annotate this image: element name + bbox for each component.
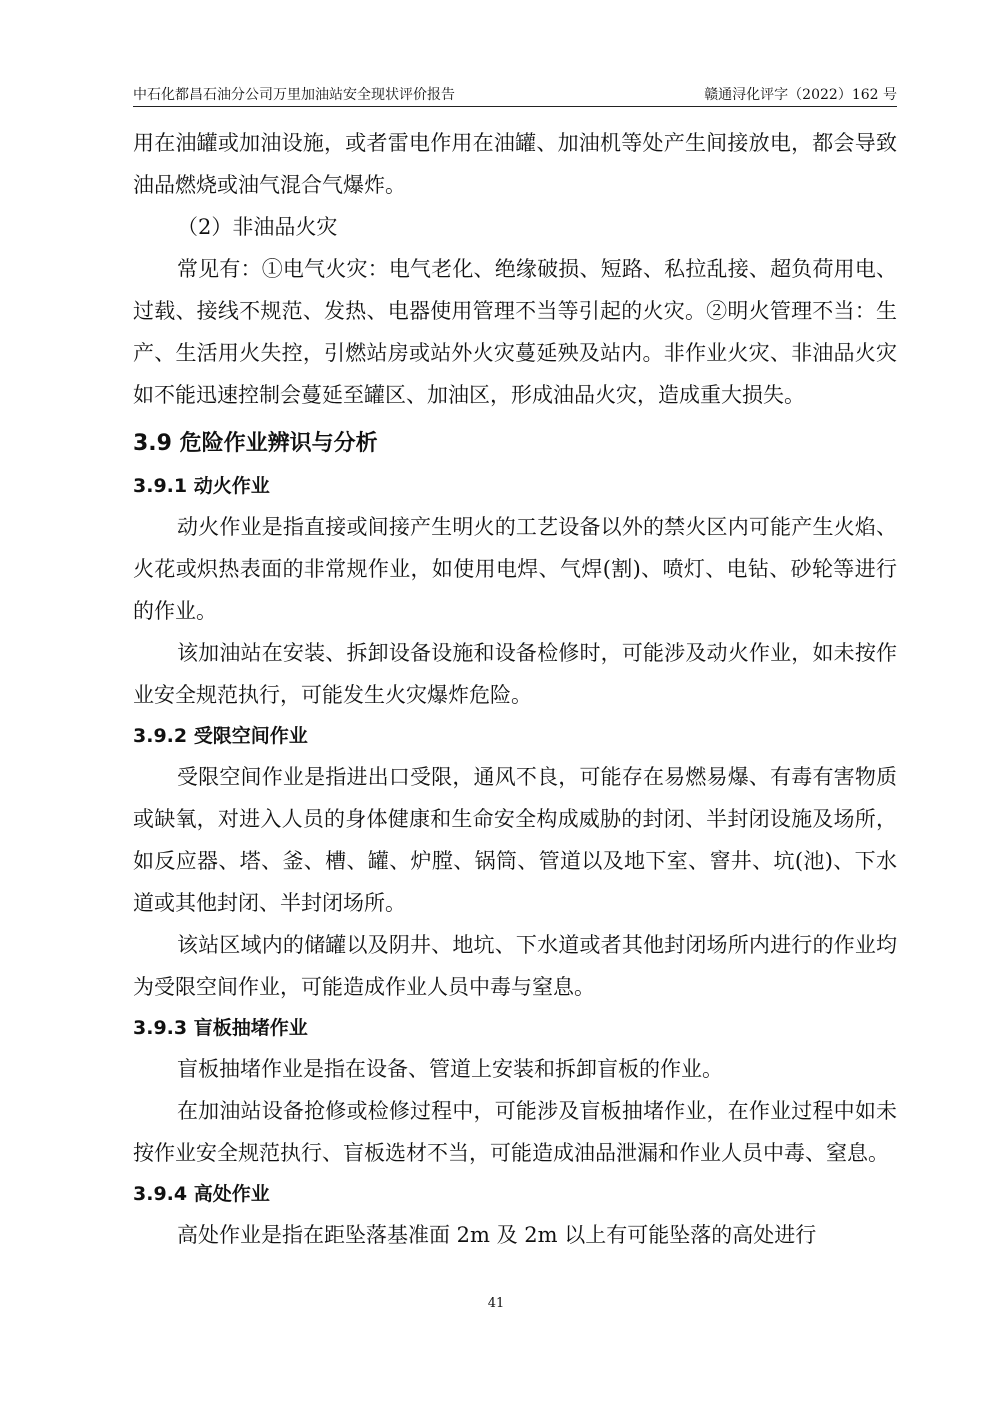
paragraph-hot-work-risk: 该加油站在安装、拆卸设备设施和设备检修时，可能涉及动火作业，如未按作业安全规范执行，可能发生火灾爆炸危险。	[133, 641, 897, 707]
header-report-title: 中石化都昌石油分公司万里加油站安全现状评价报告	[133, 87, 455, 103]
subheading-non-oil-fire: （2）非油品火灾	[177, 215, 338, 239]
paragraph-blind-plate-risk: 在加油站设备抢修或检修过程中，可能涉及盲板抽堵作业，在作业过程中如未按作业安全规范执行、盲板选材不当，可能造成油品泄漏和作业人员中毒、窒息。	[133, 1099, 897, 1165]
header-document-number: 赣通浔化评字（2022）162 号	[704, 87, 897, 103]
section-heading-3-9-1: 3.9.1 动火作业	[133, 475, 270, 497]
page-number: 41	[487, 1296, 505, 1311]
page-body	[133, 122, 897, 1256]
paragraph-confined-space-risk: 该站区域内的储罐以及阴井、地坑、下水道或者其他封闭场所内进行的作业均为受限空间作业，可能造成作业人员中毒与窒息。	[133, 933, 897, 999]
section-heading-3-9-3: 3.9.3 盲板抽堵作业	[133, 1017, 308, 1039]
paragraph-work-at-height: 高处作业是指在距坠落基准面 2m 及 2m 以上有可能坠落的高处进行	[177, 1223, 817, 1247]
section-heading-3-9: 3.9 危险作业辨识与分析	[133, 431, 378, 456]
section-heading-3-9-4: 3.9.4 高处作业	[133, 1183, 270, 1205]
page-header	[133, 82, 897, 107]
paragraph-lightning: 用在油罐或加油设施，或者雷电作用在油罐、加油机等处产生间接放电，都会导致油品燃烧或油气混合气爆炸。	[133, 131, 897, 197]
section-heading-3-9-2: 3.9.2 受限空间作业	[133, 725, 308, 747]
paragraph-confined-space-definition: 受限空间作业是指进出口受限，通风不良，可能存在易燃易爆、有毒有害物质或缺氧，对进入人员的身体健康和生命安全构成威胁的封闭、半封闭设施及场所，如反应器、塔、釜、槽、罐、炉膛、锅筒、管道以及地下室、窨井、坑(池)、下水道或其他封闭、半封闭场所。	[133, 765, 897, 915]
paragraph-common-fires: 常见有：①电气火灾：电气老化、绝缘破损、短路、私拉乱接、超负荷用电、过载、接线不规范、发热、电器使用管理不当等引起的火灾。②明火管理不当：生产、生活用火失控，引燃站房或站外火灾蔓延殃及站内。非作业火灾、非油品火灾如不能迅速控制会蔓延至罐区、加油区，形成油品火灾，造成重大损失。	[133, 257, 897, 407]
paragraph-hot-work-definition: 动火作业是指直接或间接产生明火的工艺设备以外的禁火区内可能产生火焰、火花或炽热表面的非常规作业，如使用电焊、气焊(割)、喷灯、电钻、砂轮等进行的作业。	[133, 515, 897, 623]
paragraph-blind-plate-definition: 盲板抽堵作业是指在设备、管道上安装和拆卸盲板的作业。	[177, 1057, 723, 1081]
